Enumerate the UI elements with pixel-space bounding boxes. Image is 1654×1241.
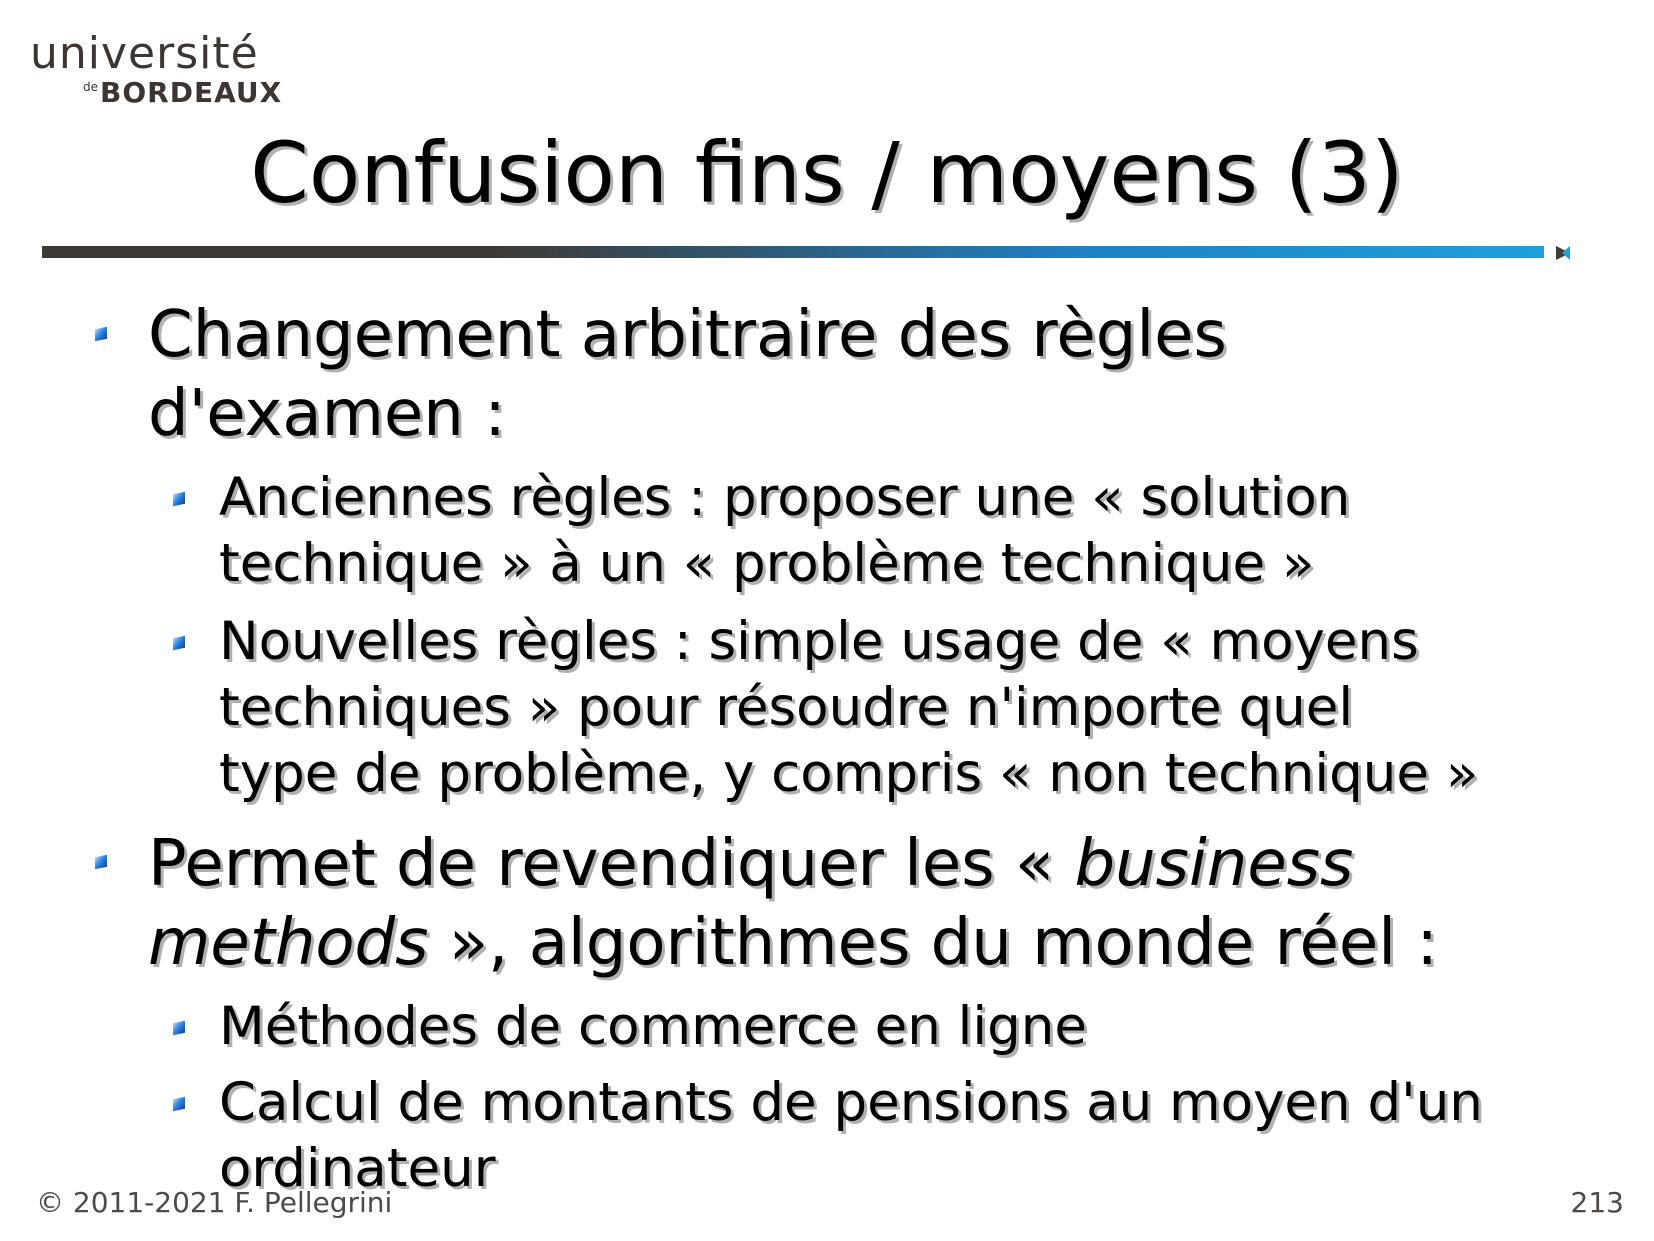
sub-bullet-icon — [173, 1097, 185, 1112]
sub-bullet-1-2-line-2: techniques » pour résoudre n'importe quel — [219, 677, 1354, 738]
sub-bullet-icon — [173, 636, 185, 651]
bullet-1-line-2: d'examen : — [148, 377, 506, 451]
bullet-2-line-1 — [148, 825, 1353, 904]
sub-bullet-1-1-line-2: technique » à un « problème technique » — [219, 533, 1315, 594]
bullet-2-line-1-emphasis: business — [1074, 827, 1354, 901]
sub-bullet-1-1-line-1: Anciennes règles : proposer une « solution — [219, 467, 1351, 528]
footer-copyright: © 2011-2021 F. Pellegrini — [36, 1186, 393, 1219]
sub-bullet-2-2-line-2: ordinateur — [219, 1138, 496, 1199]
bullet-2-line-2-text: », algorithmes du monde réel : — [428, 906, 1438, 980]
sub-bullet-2-1-line-1: Méthodes de commerce en ligne — [219, 996, 1087, 1057]
bullet-icon — [95, 327, 107, 342]
bullet-1-line-1: Changement arbitraire des règles — [148, 298, 1227, 372]
footer-page-number: 213 — [1570, 1186, 1624, 1219]
sub-bullet-icon — [173, 1021, 185, 1036]
bullet-2-line-1-text: Permet de revendiquer les « — [148, 827, 1075, 901]
bullet-2-line-2-emphasis: methods — [148, 906, 429, 980]
sub-bullet-icon — [173, 492, 185, 507]
sub-bullet-1-2-line-3: type de problème, y compris « non technique » — [219, 743, 1479, 804]
bullet-2-line-2 — [148, 904, 1438, 983]
sub-bullet-1-2-line-1: Nouvelles règles : simple usage de « moyens — [219, 611, 1419, 672]
logo-de-text: de — [83, 80, 98, 94]
logo-universite-text: université — [30, 28, 259, 79]
sub-bullet-2-2-line-1: Calcul de montants de pensions au moyen d'un — [219, 1072, 1483, 1133]
logo-bordeaux-text: BORDEAUX — [100, 76, 283, 109]
slide-title: Confusion fins / moyens (3) — [250, 124, 1404, 222]
bullet-icon — [95, 855, 107, 870]
